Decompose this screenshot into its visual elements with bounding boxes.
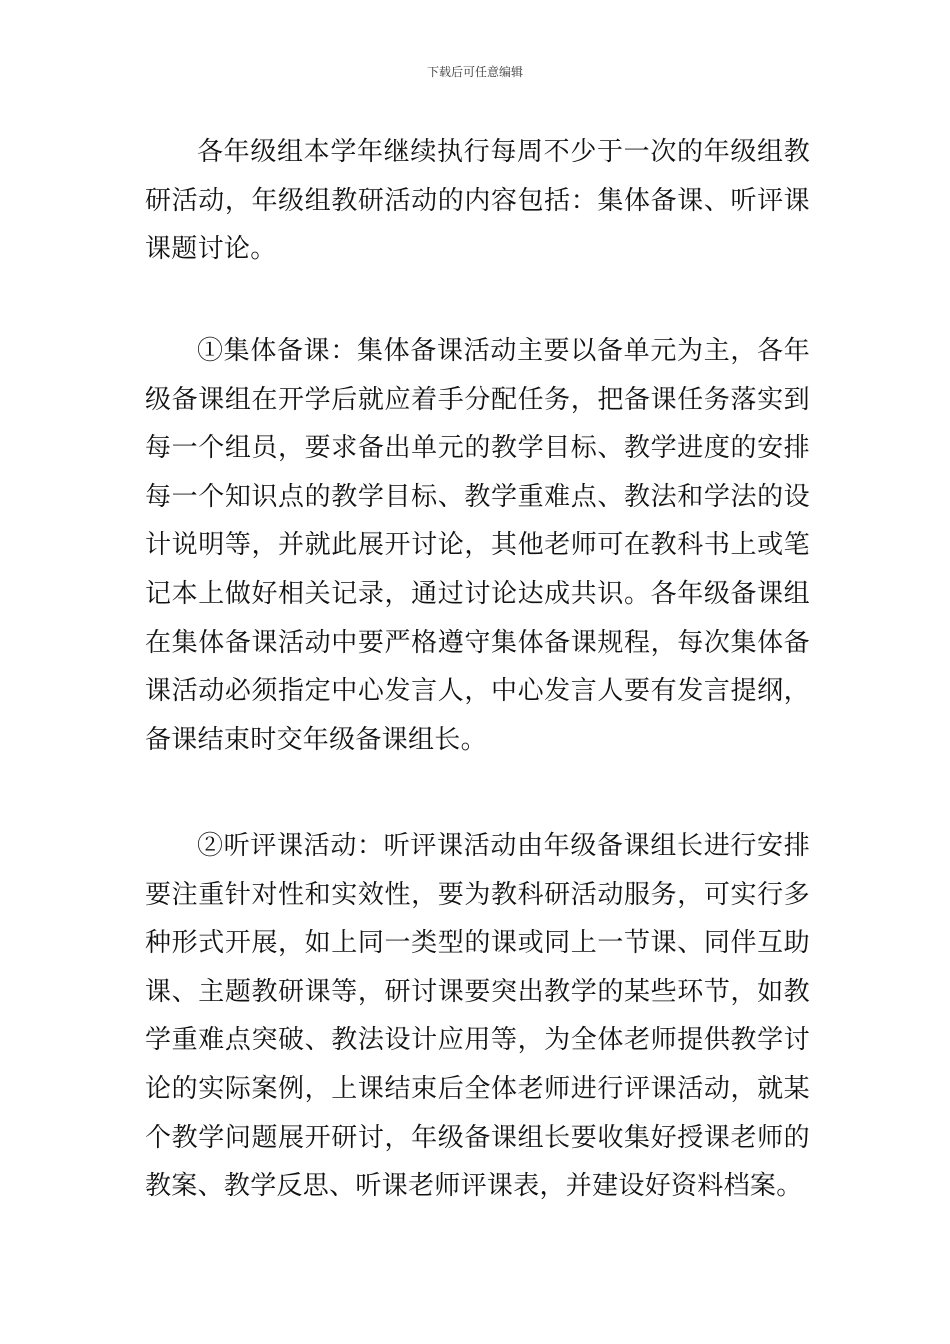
paragraph-collective-lesson-prep: ①集体备课：集体备课活动主要以备单元为主，各年级备课组在开学后就应着手分配任务，把备课任务落实到每一个组员，要求备出单元的教学目标、教学进度的安排每一个知识点的教学目标、教学重难点、教法和学法的设计说明等，并就此展开讨论，其他老师可在教科书上或笔记本上做好相关记录，通过讨论达成共识。各年级备课组在集体备课活动中要严格遵守集体备课规程，每次集体备课活动必须指定中心发言人，中心发言人要有发言提纲，备课结束时交年级备课组长。 [145, 336, 810, 755]
paragraph-grade-group-research: 各年级组本学年继续执行每周不少于一次的年级组教研活动，年级组教研活动的内容包括：集体备课、听评课课题讨论。 [145, 137, 810, 265]
paragraph-lesson-observation: ②听评课活动：听评课活动由年级备课组长进行安排要注重针对性和实效性，要为教科研活动服务，可实行多种形式开展，如上同一类型的课或同上一节课、同伴互助课、主题教研课等，研讨课要突出教学的某些环节，如教学重难点突破、教法设计应用等，为全体老师提供教学讨论的实际案例，上课结束后全体老师进行评课活动，就某个教学问题展开研讨，年级备课组长要收集好授课老师的教案、教学反思、听课老师评课表，并建设好资料档案。 [145, 831, 810, 1202]
page-header-note: 下载后可任意编辑 [426, 65, 523, 79]
